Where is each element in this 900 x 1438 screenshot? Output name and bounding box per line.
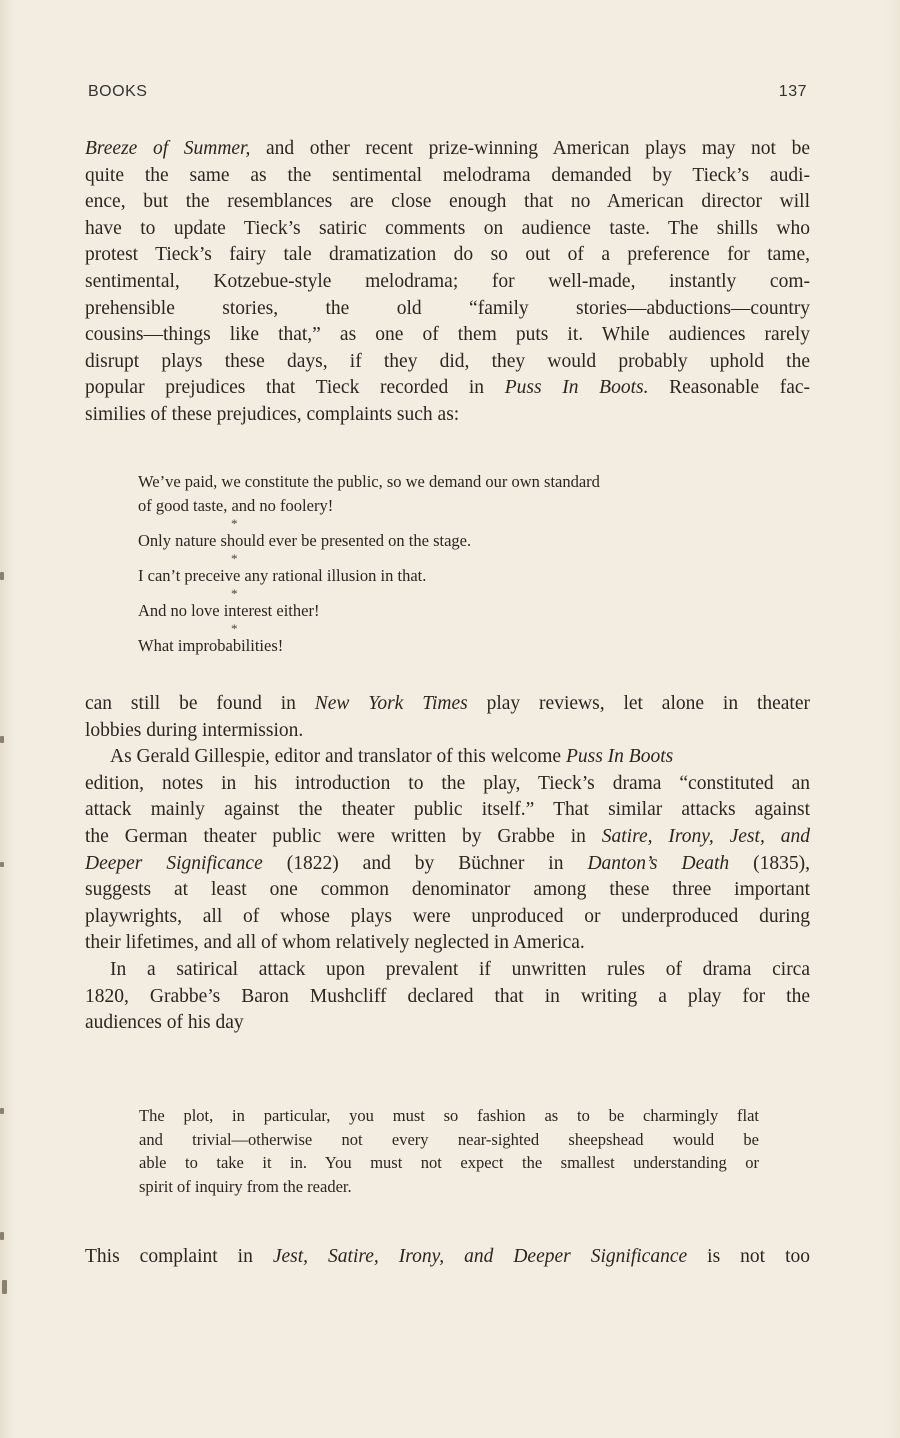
text-line: [85, 1010, 810, 1037]
scan-edge-mark: [0, 1108, 4, 1114]
text-line: [85, 216, 810, 243]
quote-line: We’ve paid, we constitute the public, so we demand our own standard: [138, 472, 600, 491]
text-line: [85, 375, 810, 402]
play-title-italic: Danton’s Death: [587, 852, 730, 874]
text-span: playwrights, all of whose plays were unproduced or underproduced during: [85, 905, 810, 927]
play-title-italic: Jest, Satire, Irony, and Deeper Significance: [272, 1246, 688, 1267]
text-line: [85, 797, 810, 824]
page-number: 137: [778, 83, 807, 100]
play-title-italic: Deeper Significance: [85, 852, 263, 874]
quote-line: The plot, in particular, you must so fashion as to be charmingly flat: [139, 1106, 759, 1125]
text-line: [85, 824, 810, 851]
text-line: [85, 771, 810, 798]
text-span: (1835),: [729, 852, 810, 874]
text-span: their lifetimes, and all of whom relatively neglected in America.: [85, 932, 585, 954]
text-span: In a satirical attack upon prevalent if unwritten rules of drama circa: [110, 958, 810, 980]
text-span: quite the same as the sentimental melodrama demanded by Tieck’s audi-: [85, 164, 810, 186]
quote-line: Only nature should ever be presented on the stage.: [138, 531, 472, 550]
text-line: [85, 691, 810, 718]
section-title: BOOKS: [88, 83, 148, 100]
quote-line: What improbabilities!: [138, 636, 284, 655]
play-title-italic: Breeze of Summer,: [85, 138, 251, 159]
text-line: [85, 296, 810, 323]
text-span: As Gerald Gillespie, editor and translator of this welcome: [110, 746, 566, 768]
text-line: [85, 957, 810, 984]
text-span: cousins—things like that,” as one of them puts it. While audiences rarely: [85, 324, 810, 346]
text-line: [85, 718, 810, 745]
text-span: (1822) and by Büchner in: [262, 852, 588, 874]
text-span: Reasonable fac-: [648, 377, 811, 399]
text-span: attack mainly against the theater public itself.” That similar attacks against: [85, 799, 810, 821]
asterisk-separator: *: [231, 621, 238, 636]
scan-edge-mark: [0, 862, 4, 867]
quote-line: spirit of inquiry from the reader.: [139, 1177, 352, 1197]
block-quote-complaints: [138, 470, 778, 658]
text-span: edition, notes in his introduction to the play, Tieck’s drama “constituted an: [85, 772, 810, 794]
text-span: is not too: [687, 1246, 810, 1267]
play-title-italic: Satire, Irony, Jest, and: [601, 825, 810, 847]
text-span: have to update Tieck’s satiric comments on audience taste. The shills who: [85, 217, 810, 239]
text-line: [85, 163, 810, 190]
text-line: [85, 744, 810, 771]
paragraph-3: [85, 1244, 810, 1271]
play-title-italic: Puss In Boots.: [504, 377, 649, 399]
text-line: [85, 904, 810, 931]
text-line: [85, 242, 810, 269]
text-span: similies of these prejudices, complaints such as:: [85, 403, 460, 425]
quote-line: of good taste, and no foolery!: [138, 496, 334, 515]
text-span: protest Tieck’s fairy tale dramatization do so out of a preference for tame,: [85, 244, 810, 266]
quote-line: And no love interest either!: [138, 601, 320, 620]
text-span: can still be found in: [85, 693, 315, 714]
text-line: [85, 269, 810, 296]
text-line: [85, 349, 810, 376]
text-span: and other recent prize-winning American plays may not be: [250, 138, 810, 159]
play-title-italic: Puss In Boots: [565, 746, 674, 768]
scan-edge-mark: [0, 736, 4, 743]
quote-line: able to take it in. You must not expect the smallest understanding or: [139, 1153, 759, 1173]
scan-edge-mark: [0, 1232, 4, 1240]
text-line: [85, 851, 810, 878]
text-line: [85, 877, 810, 904]
text-span: 1820, Grabbe’s Baron Mushcliff declared that in writing a play for the: [85, 985, 810, 1007]
paragraph-2: [85, 691, 810, 1037]
text-span: This complaint in: [85, 1246, 273, 1267]
text-line: [85, 930, 810, 957]
text-line: [85, 984, 810, 1011]
text-line: [85, 136, 810, 163]
scan-edge-mark: [0, 572, 4, 580]
quote-line: I can’t preceive any rational illusion in that.: [138, 566, 427, 585]
block-quote-grabbe: [139, 1104, 759, 1199]
text-span: disrupt plays these days, if they did, they would probably uphold the: [85, 350, 810, 372]
text-span: prehensible stories, the old “family stories—abductions—country: [85, 297, 810, 319]
text-span: sentimental, Kotzebue-style melodrama; for well-made, instantly com-: [85, 270, 810, 292]
text-span: suggests at least one common denominator among these three important: [85, 879, 810, 901]
publication-title-italic: New York Times: [314, 693, 468, 714]
text-span: lobbies during intermission.: [85, 719, 304, 741]
asterisk-separator: *: [231, 516, 238, 531]
text-line: [85, 1244, 810, 1271]
text-span: ence, but the resemblances are close enough that no American director will: [85, 191, 810, 213]
asterisk-separator: *: [231, 586, 238, 601]
quote-line: and trivial—otherwise not every near-sighted sheepshead would be: [139, 1129, 759, 1149]
scan-edge-mark: [2, 1280, 7, 1294]
text-span: audiences of his day: [85, 1012, 244, 1034]
text-line: [85, 402, 810, 429]
text-span: play reviews, let alone in theater: [467, 693, 810, 714]
text-line: [85, 189, 810, 216]
text-span: popular prejudices that Tieck recorded in: [85, 377, 505, 399]
asterisk-separator: *: [231, 551, 238, 566]
text-span: the German theater public were written by Grabbe in: [85, 825, 602, 847]
paragraph-1: [85, 136, 810, 429]
text-line: [85, 322, 810, 349]
